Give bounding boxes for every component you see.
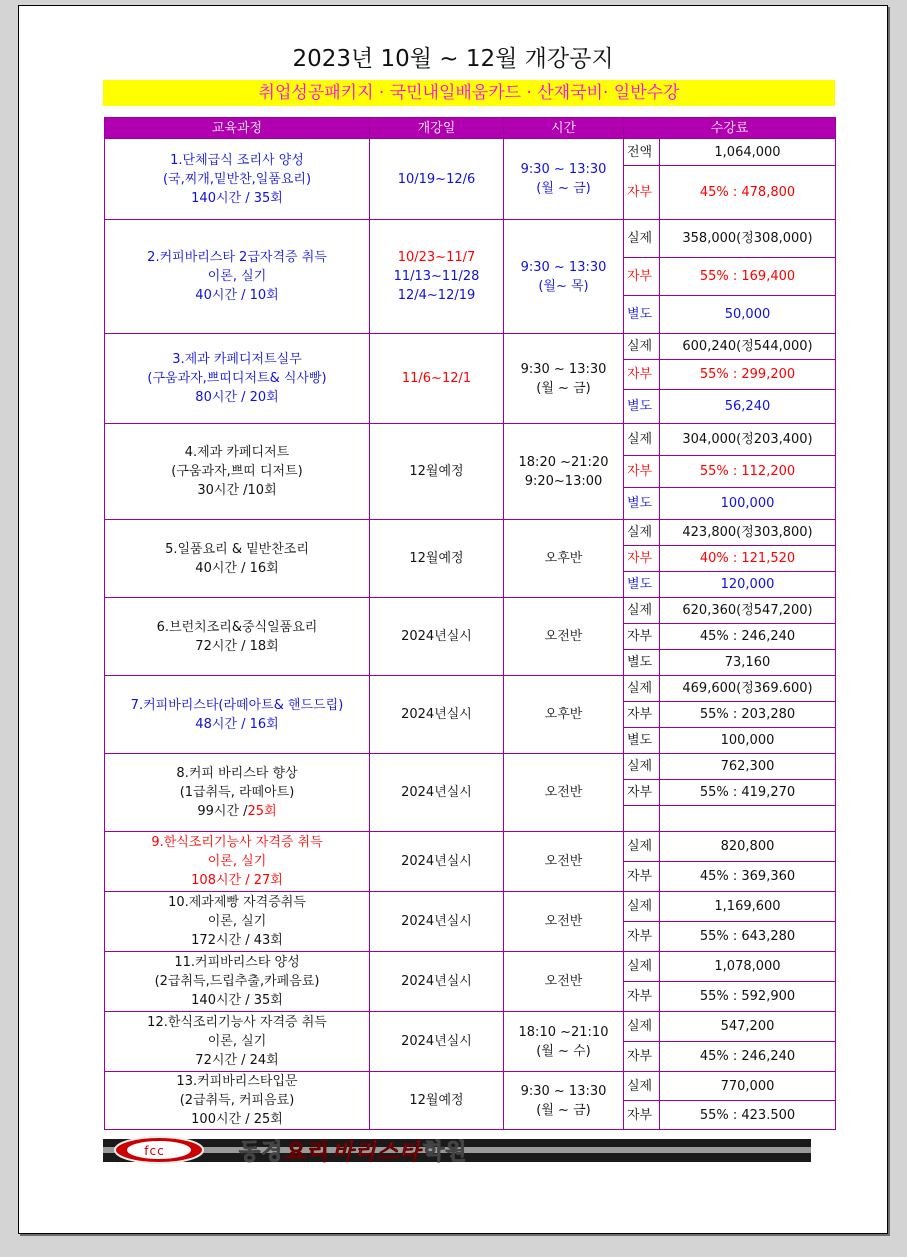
- class-time-cell: [504, 598, 624, 676]
- course-name-cell: [105, 334, 370, 424]
- start-date: 2024년실시: [401, 974, 472, 989]
- fee-label: 실제: [624, 1012, 660, 1042]
- fee-value: 45% : 478,800: [660, 166, 836, 220]
- start-date: 10/23~11/7: [397, 250, 476, 265]
- course-name-cell: [105, 676, 370, 754]
- class-time: 9:30 ~ 13:30: [520, 1083, 607, 1099]
- course-line: 2.커피바리스타 2급자격증 취득: [147, 250, 327, 265]
- logo-part3: 바리스타: [332, 1140, 422, 1165]
- fee-label: 자부: [624, 258, 660, 296]
- course-line: 172시간 / 43회: [191, 933, 283, 948]
- course-line: 100시간 / 25회: [191, 1112, 283, 1127]
- fee-label: 자부: [624, 922, 660, 952]
- class-time: (월~ 목): [538, 278, 589, 294]
- course-line: 9.한식조리기능사 자격증 취득: [151, 835, 323, 850]
- class-time-cell: [504, 892, 624, 952]
- start-date: 12월예정: [409, 464, 464, 479]
- course-line: 10.제과제빵 자격증취득: [168, 895, 306, 910]
- fee-value: 620,360(정547,200): [660, 598, 836, 624]
- class-time-cell: [504, 139, 624, 220]
- fee-value: 45% : 246,240: [660, 1042, 836, 1072]
- course-name-cell: [105, 139, 370, 220]
- fee-value: 55% : 299,200: [660, 360, 836, 390]
- course-line: (구움과자,쁘띠디저트& 식사빵): [147, 371, 327, 386]
- program-banner: 취업성공패키지 · 국민내일배움카드 · 산재국비· 일반수강: [103, 80, 835, 106]
- course-line: (2급취득, 커피음료): [179, 1093, 295, 1108]
- fee-label: 실제: [624, 220, 660, 258]
- course-line: 140시간 / 35회: [191, 190, 283, 206]
- fee-label: 자부: [624, 1101, 660, 1130]
- fee-value: 55% : 643,280: [660, 922, 836, 952]
- course-sessions: 25회: [247, 804, 277, 819]
- fee-value: 1,064,000: [660, 139, 836, 166]
- start-date-cell: [370, 952, 504, 1012]
- table-row: [105, 424, 836, 456]
- fee-value: 56,240: [660, 390, 836, 424]
- fee-label: 별도: [624, 728, 660, 754]
- course-name-cell: [105, 520, 370, 598]
- start-date-cell: [370, 220, 504, 334]
- fee-value: 100,000: [660, 728, 836, 754]
- table-row: [105, 754, 836, 780]
- course-line: 48시간 / 16회: [195, 716, 279, 732]
- start-date: 2024년실시: [401, 914, 472, 929]
- fee-label: 실제: [624, 754, 660, 780]
- start-date: 11/6~12/1: [401, 371, 472, 386]
- start-date-cell: [370, 598, 504, 676]
- fee-label: 자부: [624, 780, 660, 806]
- table-row: [105, 598, 836, 624]
- fee-value: 55% : 112,200: [660, 456, 836, 488]
- header-course: 교육과정: [105, 118, 370, 139]
- course-line: 108시간 / 27회: [191, 873, 283, 888]
- fee-label: 별도: [624, 296, 660, 334]
- fee-label: [624, 806, 660, 832]
- fee-label: 실제: [624, 424, 660, 456]
- class-time-cell: [504, 220, 624, 334]
- course-line: [105, 802, 369, 821]
- class-time: 18:20 ~21:20: [518, 454, 609, 470]
- class-time: 9:30 ~ 13:30: [520, 259, 607, 275]
- fee-value: 50,000: [660, 296, 836, 334]
- start-date: 2024년실시: [401, 707, 472, 722]
- course-line: 1.단체급식 조리사 양성: [170, 152, 304, 168]
- course-name-cell: [105, 754, 370, 832]
- start-date-cell: [370, 334, 504, 424]
- course-line: 80시간 / 20회: [195, 390, 279, 405]
- course-line: 4.제과 카페디저트: [184, 445, 290, 460]
- table-row: [105, 520, 836, 546]
- fee-value: 770,000: [660, 1072, 836, 1101]
- table-row: [105, 892, 836, 922]
- class-time: (월 ~ 수): [536, 1043, 591, 1059]
- class-time-cell: [504, 676, 624, 754]
- course-line: 이론, 실기: [207, 854, 267, 869]
- fee-value: 820,800: [660, 832, 836, 862]
- course-line: 이론, 실기: [207, 269, 267, 284]
- logo-part2: 요리: [285, 1140, 331, 1165]
- fee-label: 실제: [624, 334, 660, 360]
- course-line: (1급취득, 라떼아트): [179, 785, 295, 800]
- fee-label: 실제: [624, 598, 660, 624]
- course-name-cell: [105, 952, 370, 1012]
- class-time: (월 ~ 금): [536, 1102, 591, 1118]
- class-time: 오전반: [544, 854, 583, 869]
- start-date: 12월예정: [409, 1093, 464, 1108]
- start-date-cell: [370, 892, 504, 952]
- fee-label: 자부: [624, 624, 660, 650]
- course-line: (국,찌개,밑반찬,일품요리): [162, 171, 312, 187]
- start-date-cell: [370, 424, 504, 520]
- class-time: 9:30 ~ 13:30: [520, 162, 607, 177]
- fee-value: 358,000(정308,000): [660, 220, 836, 258]
- fee-label: 자부: [624, 456, 660, 488]
- start-date-cell: [370, 1072, 504, 1130]
- course-line: 72시간 / 18회: [195, 638, 279, 654]
- header-time: 시간: [504, 118, 624, 139]
- fee-value: 45% : 369,360: [660, 862, 836, 892]
- fee-value: 600,240(정544,000): [660, 334, 836, 360]
- fee-value: [660, 806, 836, 832]
- fee-label: 자부: [624, 862, 660, 892]
- fee-value: 55% : 592,900: [660, 982, 836, 1012]
- course-line: 이론, 실기: [207, 1034, 267, 1049]
- fee-label: 별도: [624, 488, 660, 520]
- fee-value: 120,000: [660, 572, 836, 598]
- class-time: (월 ~ 금): [536, 181, 591, 196]
- course-line: 40시간 / 10회: [195, 288, 279, 303]
- class-time-cell: [504, 1012, 624, 1072]
- table-row: [105, 832, 836, 862]
- start-date: 2024년실시: [401, 785, 472, 800]
- course-line: 이론, 실기: [207, 914, 267, 929]
- table-row: [105, 1072, 836, 1101]
- table-row: [105, 139, 836, 166]
- fee-value: 1,169,600: [660, 892, 836, 922]
- fee-value: 547,200: [660, 1012, 836, 1042]
- class-time: 오후반: [544, 551, 583, 566]
- fee-value: 304,000(정203,400): [660, 424, 836, 456]
- course-line: 12.한식조리기능사 자격증 취득: [147, 1015, 327, 1030]
- class-time-cell: [504, 424, 624, 520]
- fee-value: 45% : 246,240: [660, 624, 836, 650]
- table-row: [105, 1012, 836, 1042]
- fee-label: 자부: [624, 982, 660, 1012]
- start-date-cell: [370, 520, 504, 598]
- class-time: 오전반: [544, 974, 583, 989]
- fee-value: 100,000: [660, 488, 836, 520]
- class-time-cell: [504, 952, 624, 1012]
- start-date-cell: [370, 676, 504, 754]
- fee-value: 423,800(정303,800): [660, 520, 836, 546]
- class-time-cell: [504, 334, 624, 424]
- header-fee: 수강료: [624, 118, 836, 139]
- class-time: 18:10 ~21:10: [518, 1024, 609, 1040]
- fee-value: 73,160: [660, 650, 836, 676]
- start-date: 2024년실시: [401, 854, 472, 869]
- fee-label: 별도: [624, 572, 660, 598]
- fee-label: 자부: [624, 360, 660, 390]
- start-date-cell: [370, 139, 504, 220]
- fee-value: 762,300: [660, 754, 836, 780]
- fee-value: 55% : 203,280: [660, 702, 836, 728]
- class-time-cell: [504, 754, 624, 832]
- course-line: (2급취득,드립추출,카페음료): [154, 974, 320, 989]
- course-name-cell: [105, 220, 370, 334]
- class-time-cell: [504, 1072, 624, 1130]
- table-row: [105, 220, 836, 258]
- class-time: 오전반: [544, 914, 583, 929]
- start-date: 12월예정: [409, 551, 464, 566]
- fee-label: 실제: [624, 520, 660, 546]
- course-line: 72시간 / 24회: [195, 1053, 279, 1068]
- course-name-cell: [105, 598, 370, 676]
- course-line: 8.커피 바리스타 향상: [176, 766, 298, 781]
- table-row: [105, 334, 836, 360]
- fee-label: 실제: [624, 892, 660, 922]
- course-hours: 99시간 /: [197, 804, 248, 819]
- class-time: 오후반: [544, 707, 583, 722]
- logo-part1: 동경: [239, 1140, 284, 1165]
- logo-part4: 학원: [423, 1140, 468, 1165]
- course-line: 140시간 / 35회: [191, 993, 283, 1008]
- class-time: 9:30 ~ 13:30: [520, 361, 607, 377]
- fee-label: 별도: [624, 390, 660, 424]
- class-time: 오전반: [544, 785, 583, 800]
- fee-value: 469,600(정369.600): [660, 676, 836, 702]
- class-time: (월 ~ 금): [536, 380, 591, 396]
- fee-label: 자부: [624, 1042, 660, 1072]
- course-name-cell: [105, 892, 370, 952]
- table-row: [105, 952, 836, 982]
- fee-value: 55% : 423.500: [660, 1101, 836, 1130]
- start-date-cell: [370, 1012, 504, 1072]
- course-line: (구움과자,쁘띠 디저트): [171, 464, 303, 479]
- fee-label: 별도: [624, 650, 660, 676]
- fee-label: 자부: [624, 546, 660, 572]
- course-line: 30시간 /10회: [197, 483, 277, 498]
- course-line: 7.커피바리스타(라떼아트& 핸드드립): [130, 697, 344, 713]
- class-time: 오전반: [544, 629, 583, 644]
- course-line: 11.커피바리스타 양성: [174, 955, 300, 970]
- fee-value: 40% : 121,520: [660, 546, 836, 572]
- fee-value: 1,078,000: [660, 952, 836, 982]
- fee-label: 전액: [624, 139, 660, 166]
- start-date: 12/4~12/19: [397, 288, 476, 303]
- header-start-date: 개강일: [370, 118, 504, 139]
- course-schedule-table: [104, 117, 836, 1130]
- start-date: 10/19~12/6: [397, 171, 476, 187]
- academy-logo-text: [127, 1137, 817, 1164]
- class-time: 9:20~13:00: [524, 473, 603, 489]
- course-line: 13.커피바리스타입문: [176, 1074, 298, 1089]
- fee-label: 실제: [624, 676, 660, 702]
- course-line: 6.브런치조리&중식일품요리: [156, 619, 318, 635]
- fee-value: 55% : 419,270: [660, 780, 836, 806]
- fee-label: 실제: [624, 952, 660, 982]
- start-date-cell: [370, 754, 504, 832]
- course-name-cell: [105, 1012, 370, 1072]
- logo-badge: fcc: [144, 1143, 165, 1158]
- start-date: 2024년실시: [401, 1034, 472, 1049]
- start-date: 11/13~11/28: [393, 269, 480, 284]
- course-line: 3.제과 카페디저트실무: [172, 352, 302, 367]
- course-name-cell: [105, 1072, 370, 1130]
- class-time-cell: [504, 520, 624, 598]
- table-header-row: [105, 118, 836, 139]
- start-date-cell: [370, 832, 504, 892]
- course-line: 5.일품요리 & 밑반찬조리: [165, 541, 309, 557]
- fee-label: 실제: [624, 1072, 660, 1101]
- fee-value: 55% : 169,400: [660, 258, 836, 296]
- course-line: 40시간 / 16회: [195, 560, 279, 576]
- fee-label: 실제: [624, 832, 660, 862]
- page-title: 2023년 10월 ~ 12월 개강공지: [292, 46, 614, 72]
- start-date: 2024년실시: [401, 629, 472, 644]
- course-name-cell: [105, 424, 370, 520]
- course-name-cell: [105, 832, 370, 892]
- notice-page: [18, 5, 888, 1234]
- class-time-cell: [504, 832, 624, 892]
- fee-label: 자부: [624, 702, 660, 728]
- table-row: [105, 676, 836, 702]
- fee-label: 자부: [624, 166, 660, 220]
